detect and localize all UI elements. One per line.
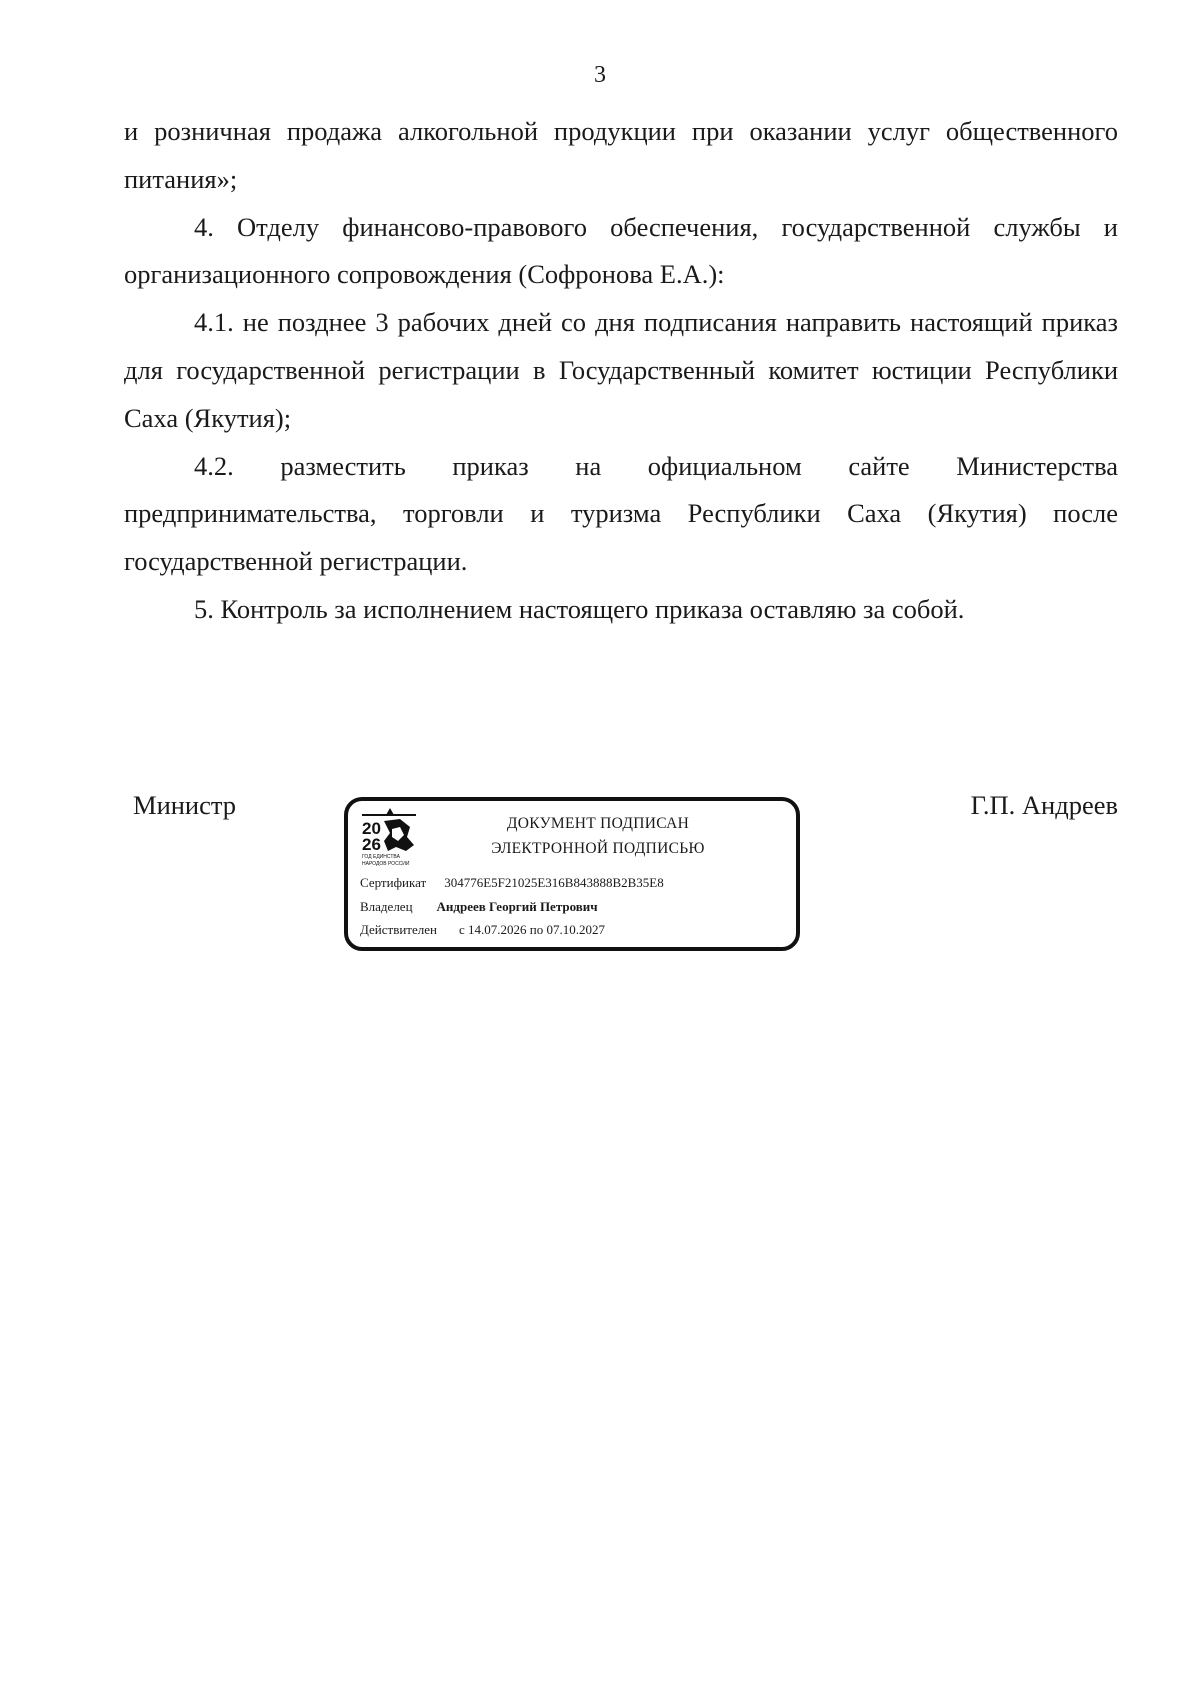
- certificate-label: Сертификат: [360, 875, 427, 890]
- svg-text:20: 20: [362, 819, 381, 838]
- svg-text:26: 26: [362, 835, 381, 854]
- stamp-certificate-row: [360, 875, 664, 891]
- paragraph-continuation: и розничная продажа алкогольной продукции при оказании услуг общественного питания»;: [124, 116, 1118, 194]
- certificate-value: 304776E5F21025E316B843888B2B35E8: [444, 875, 664, 890]
- validity-label: Действителен: [360, 922, 437, 937]
- paragraph-item-4-2-first-line: 4.2. разместить приказ на официальном сайте Министерства: [194, 450, 1118, 481]
- year-of-russian-peoples-emblem-icon: [360, 807, 418, 869]
- paragraph-item-4-1: 4.1. не позднее 3 рабочих дней со дня подписания направить настоящий приказ для государственной регистрации в Государственный комитет юстиции Республики Саха (Якутия);: [124, 307, 1118, 433]
- paragraph-item-4: 4. Отделу финансово-правового обеспечения, государственной службы и организационного сопровождения (Софронова Е.А.):: [124, 211, 1118, 290]
- stamp-title-line-1: ДОКУМЕНТ ПОДПИСАН: [506, 815, 690, 832]
- stamp-title: [438, 811, 758, 861]
- svg-text:ГОД ЕДИНСТВА: ГОД ЕДИНСТВА: [362, 854, 400, 860]
- stamp-title-line-2: ЭЛЕКТРОННОЙ ПОДПИСЬЮ: [491, 840, 705, 857]
- svg-text:НАРОДОВ РОССИИ: НАРОДОВ РОССИИ: [362, 861, 410, 867]
- owner-value: Андреев Георгий Петрович: [436, 899, 598, 914]
- paragraph-item-5: 5. Контроль за исполнением настоящего приказа оставляю за собой.: [194, 593, 965, 624]
- document-body: [124, 108, 1118, 634]
- stamp-validity-row: [360, 922, 605, 938]
- electronic-signature-stamp: [344, 797, 800, 951]
- signatory-name: Г.П. Андреев: [970, 790, 1118, 820]
- owner-label: Владелец: [360, 899, 413, 914]
- paragraph-item-4-2-rest: предпринимательства, торговли и туризма Республики Саха (Якутия) после государственной регистрации.: [124, 498, 1118, 577]
- signatory-position: Министр: [133, 790, 237, 820]
- stamp-owner-row: [360, 899, 598, 915]
- validity-value: с 14.07.2026 по 07.10.2027: [458, 922, 605, 937]
- page-number: 3: [594, 62, 606, 88]
